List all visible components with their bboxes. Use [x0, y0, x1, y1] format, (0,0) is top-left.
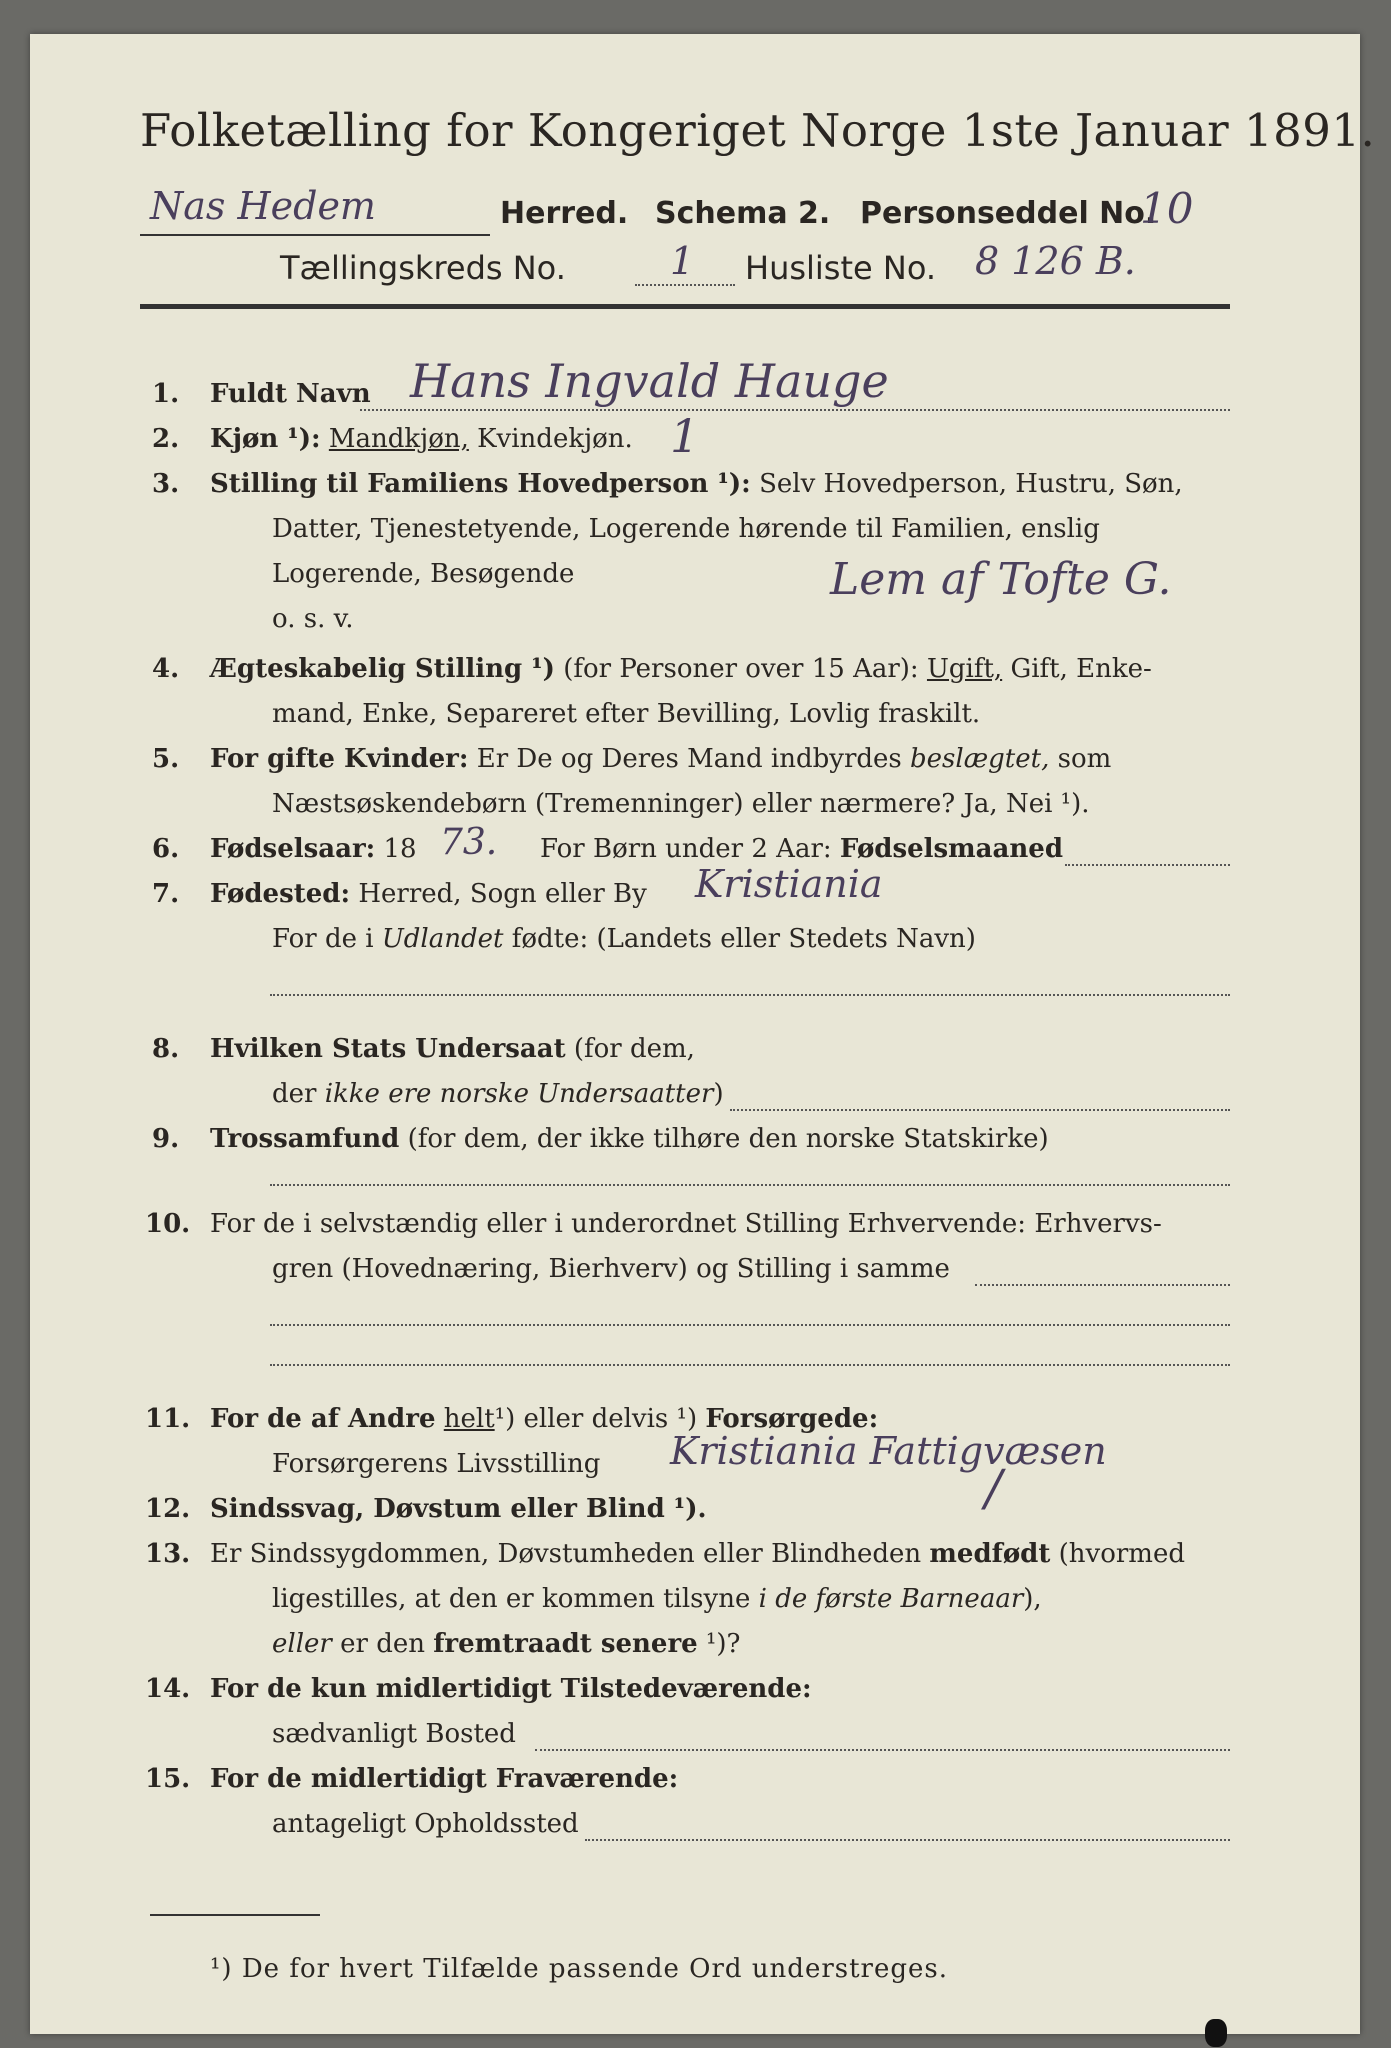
q6-answer: 73.	[440, 822, 498, 863]
herred-value: Nas Hedem	[150, 184, 376, 228]
personseddel-label: Personseddel No.	[860, 196, 1157, 231]
q2-answer: 1	[670, 409, 700, 463]
q2-text: Kjøn ¹): Mandkjøn, Kvindekjøn.	[210, 424, 633, 454]
q1-answer: Hans Ingvald Hauge	[410, 354, 889, 408]
header-rule	[140, 304, 1230, 309]
q12-answer: /	[985, 1459, 1002, 1517]
herred-label: Herred.	[500, 196, 629, 231]
ink-blot	[1205, 2019, 1227, 2047]
q3-answer: Lem af Tofte G.	[830, 554, 1172, 605]
q7-answer: Kristiania	[695, 862, 883, 906]
footnote: ¹) De for hvert Tilfælde passende Ord understreges.	[210, 1954, 949, 1984]
q1-label: Fuldt Navn	[210, 379, 371, 409]
personseddel-value: 10	[1140, 184, 1194, 233]
husliste-label: Husliste No.	[745, 249, 936, 287]
schema-label: Schema 2.	[655, 196, 831, 231]
q11-answer: Kristiania Fattigvæsen	[670, 1429, 1107, 1473]
kreds-label: Tællingskreds No.	[280, 249, 566, 287]
kreds-value: 1	[670, 239, 695, 283]
form-title: Folketælling for Kongeriget Norge 1ste Januar 1891.	[140, 104, 1376, 157]
census-form: Folketælling for Kongeriget Norge 1ste Januar 1891. Nas Hedem Herred. Schema 2. Personseddel No. 10 Tællingskreds No. 1 Husliste No. 8 126 B. 1. Fuldt Navn Hans Ingvald Hauge 2. Kjøn ¹): Mandkjøn, Kvindekjøn. 1 3. Stilling til Familiens Hovedperson ¹): Selv Hovedperson, Hustru, Søn, Datter, Tjenestetyende, Logerende hørende til Familien, enslig Logerende, Besøgende o. s. v. Lem af Tofte G. 4. Ægteskabelig Stilling ¹) (for Personer over 15 Aar): Ugift, Gift, Enke- mand, Enke, Separeret efter Bevilling, Lovlig fraskilt. 5. For gifte Kvinder: Er De og Deres Mand indbyrdes beslægtet, som Næstsøskendebørn (Tremenninger) eller nærmere? Ja, Nei ¹). 6. Fødselsaar: 18 73. For Børn under 2 Aar: Fødselsmaaned 7. Fødested: Herred, Sogn eller By Kristiania For de i Udlandet fødte: (Landets eller Stedets Navn) 8. Hvilken Stats Undersaat (for dem, der ikke ere norske Undersaatter) 9. Trossamfund (for dem, der ikke tilhøre den norske Statskirke) 10. For de i selvstændig eller i underordnet Stilling Erhvervende: Erhvervs- gren (Hovednæring, Bierhverv) og Stilling i samme 11. For de af Andre helt¹) eller delvis ¹) Forsørgede: Forsørgerens Livsstilling Kristiania Fattigvæsen 12. Sindssvag, Døvstum eller Blind ¹). / 13. Er Sindssygdommen, Døvstumheden eller Blindheden medfødt (hvormed ligestilles, at den er kommen tilsyne i de første Barneaar), eller er den fremtraadt senere ¹)? 14. For de kun midlertidigt Tilstedeværende: sædvanligt Bosted 15. For de midlertidigt Fraværende: antageligt Opholdssted ¹) De for hvert Tilfælde passende Ord understreges.	[30, 34, 1360, 2034]
husliste-value: 8 126 B.	[975, 239, 1136, 283]
